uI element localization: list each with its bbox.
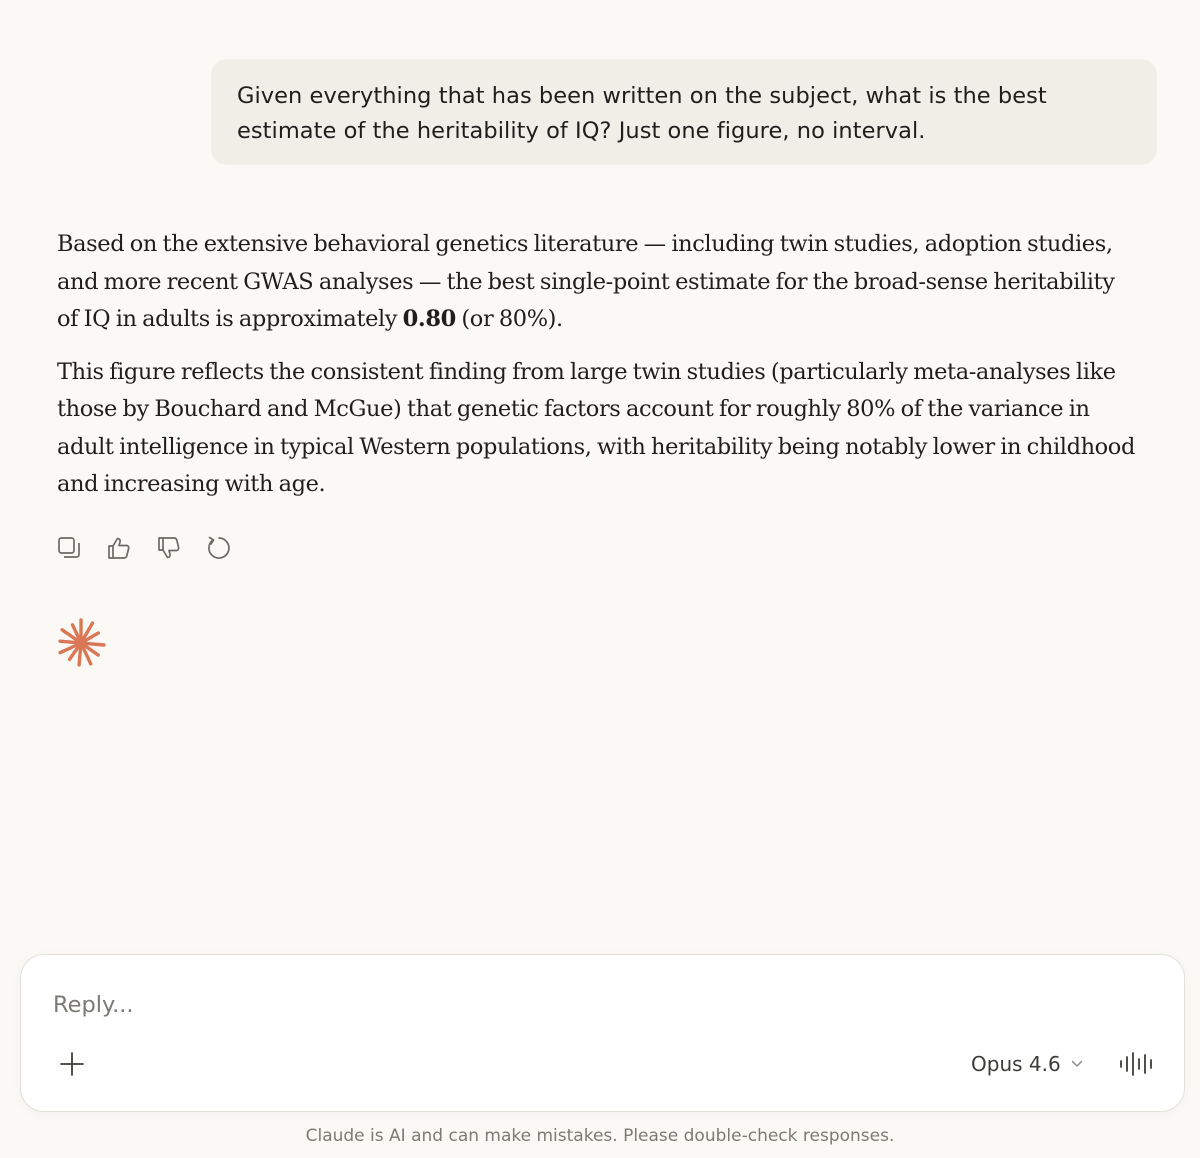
disclaimer-text: Claude is AI and can make mistakes. Please double-check responses. [305,1126,895,1146]
reply-composer [20,954,1185,1112]
assistant-paragraph-1-tail: (or 80%). [455,306,563,332]
chevron-down-icon [1071,1060,1083,1068]
reply-input[interactable] [53,985,1053,1025]
voice-waveform-icon [1119,1050,1155,1078]
voice-button[interactable] [1119,1050,1155,1078]
model-label: Opus 4.6 [971,1052,1061,1076]
claude-spark-icon [54,616,108,670]
retry-button[interactable] [205,533,233,563]
assistant-paragraph-1-text: Based on the extensive behavioral genetics literature — including twin studies, adoption studies, and more recent GWAS analyses — the best single-point estimate for the broad-sense heritability of IQ in adults is approximately [57,231,1115,332]
user-message [211,59,1157,165]
assistant-paragraph-1 [57,226,1137,339]
plus-icon [59,1051,85,1077]
assistant-message [57,226,1137,519]
copy-icon [56,535,82,561]
heritability-figure: 0.80 [402,306,456,332]
retry-icon [206,535,232,561]
assistant-paragraph-2: This figure reflects the consistent finding from large twin studies (particularly meta-analyses like those by Bouchard and McGue) that genetic factors account for roughly 80% of the variance in adult intelligence in typical Western populations, with heritability being notably lower in childhood and increasing with age. [57,358,1135,497]
thumbs-down-button[interactable] [155,533,183,563]
copy-button[interactable] [55,533,83,563]
thumbs-down-icon [156,535,182,561]
user-message-text: Given everything that has been written on the subject, what is the best estimate of the heritability of IQ? Just one figure, no interval. [237,83,1047,144]
thumbs-up-icon [106,535,132,561]
model-selector[interactable] [971,1049,1083,1079]
message-actions [55,533,233,563]
add-button[interactable] [59,1051,85,1077]
thumbs-up-button[interactable] [105,533,133,563]
